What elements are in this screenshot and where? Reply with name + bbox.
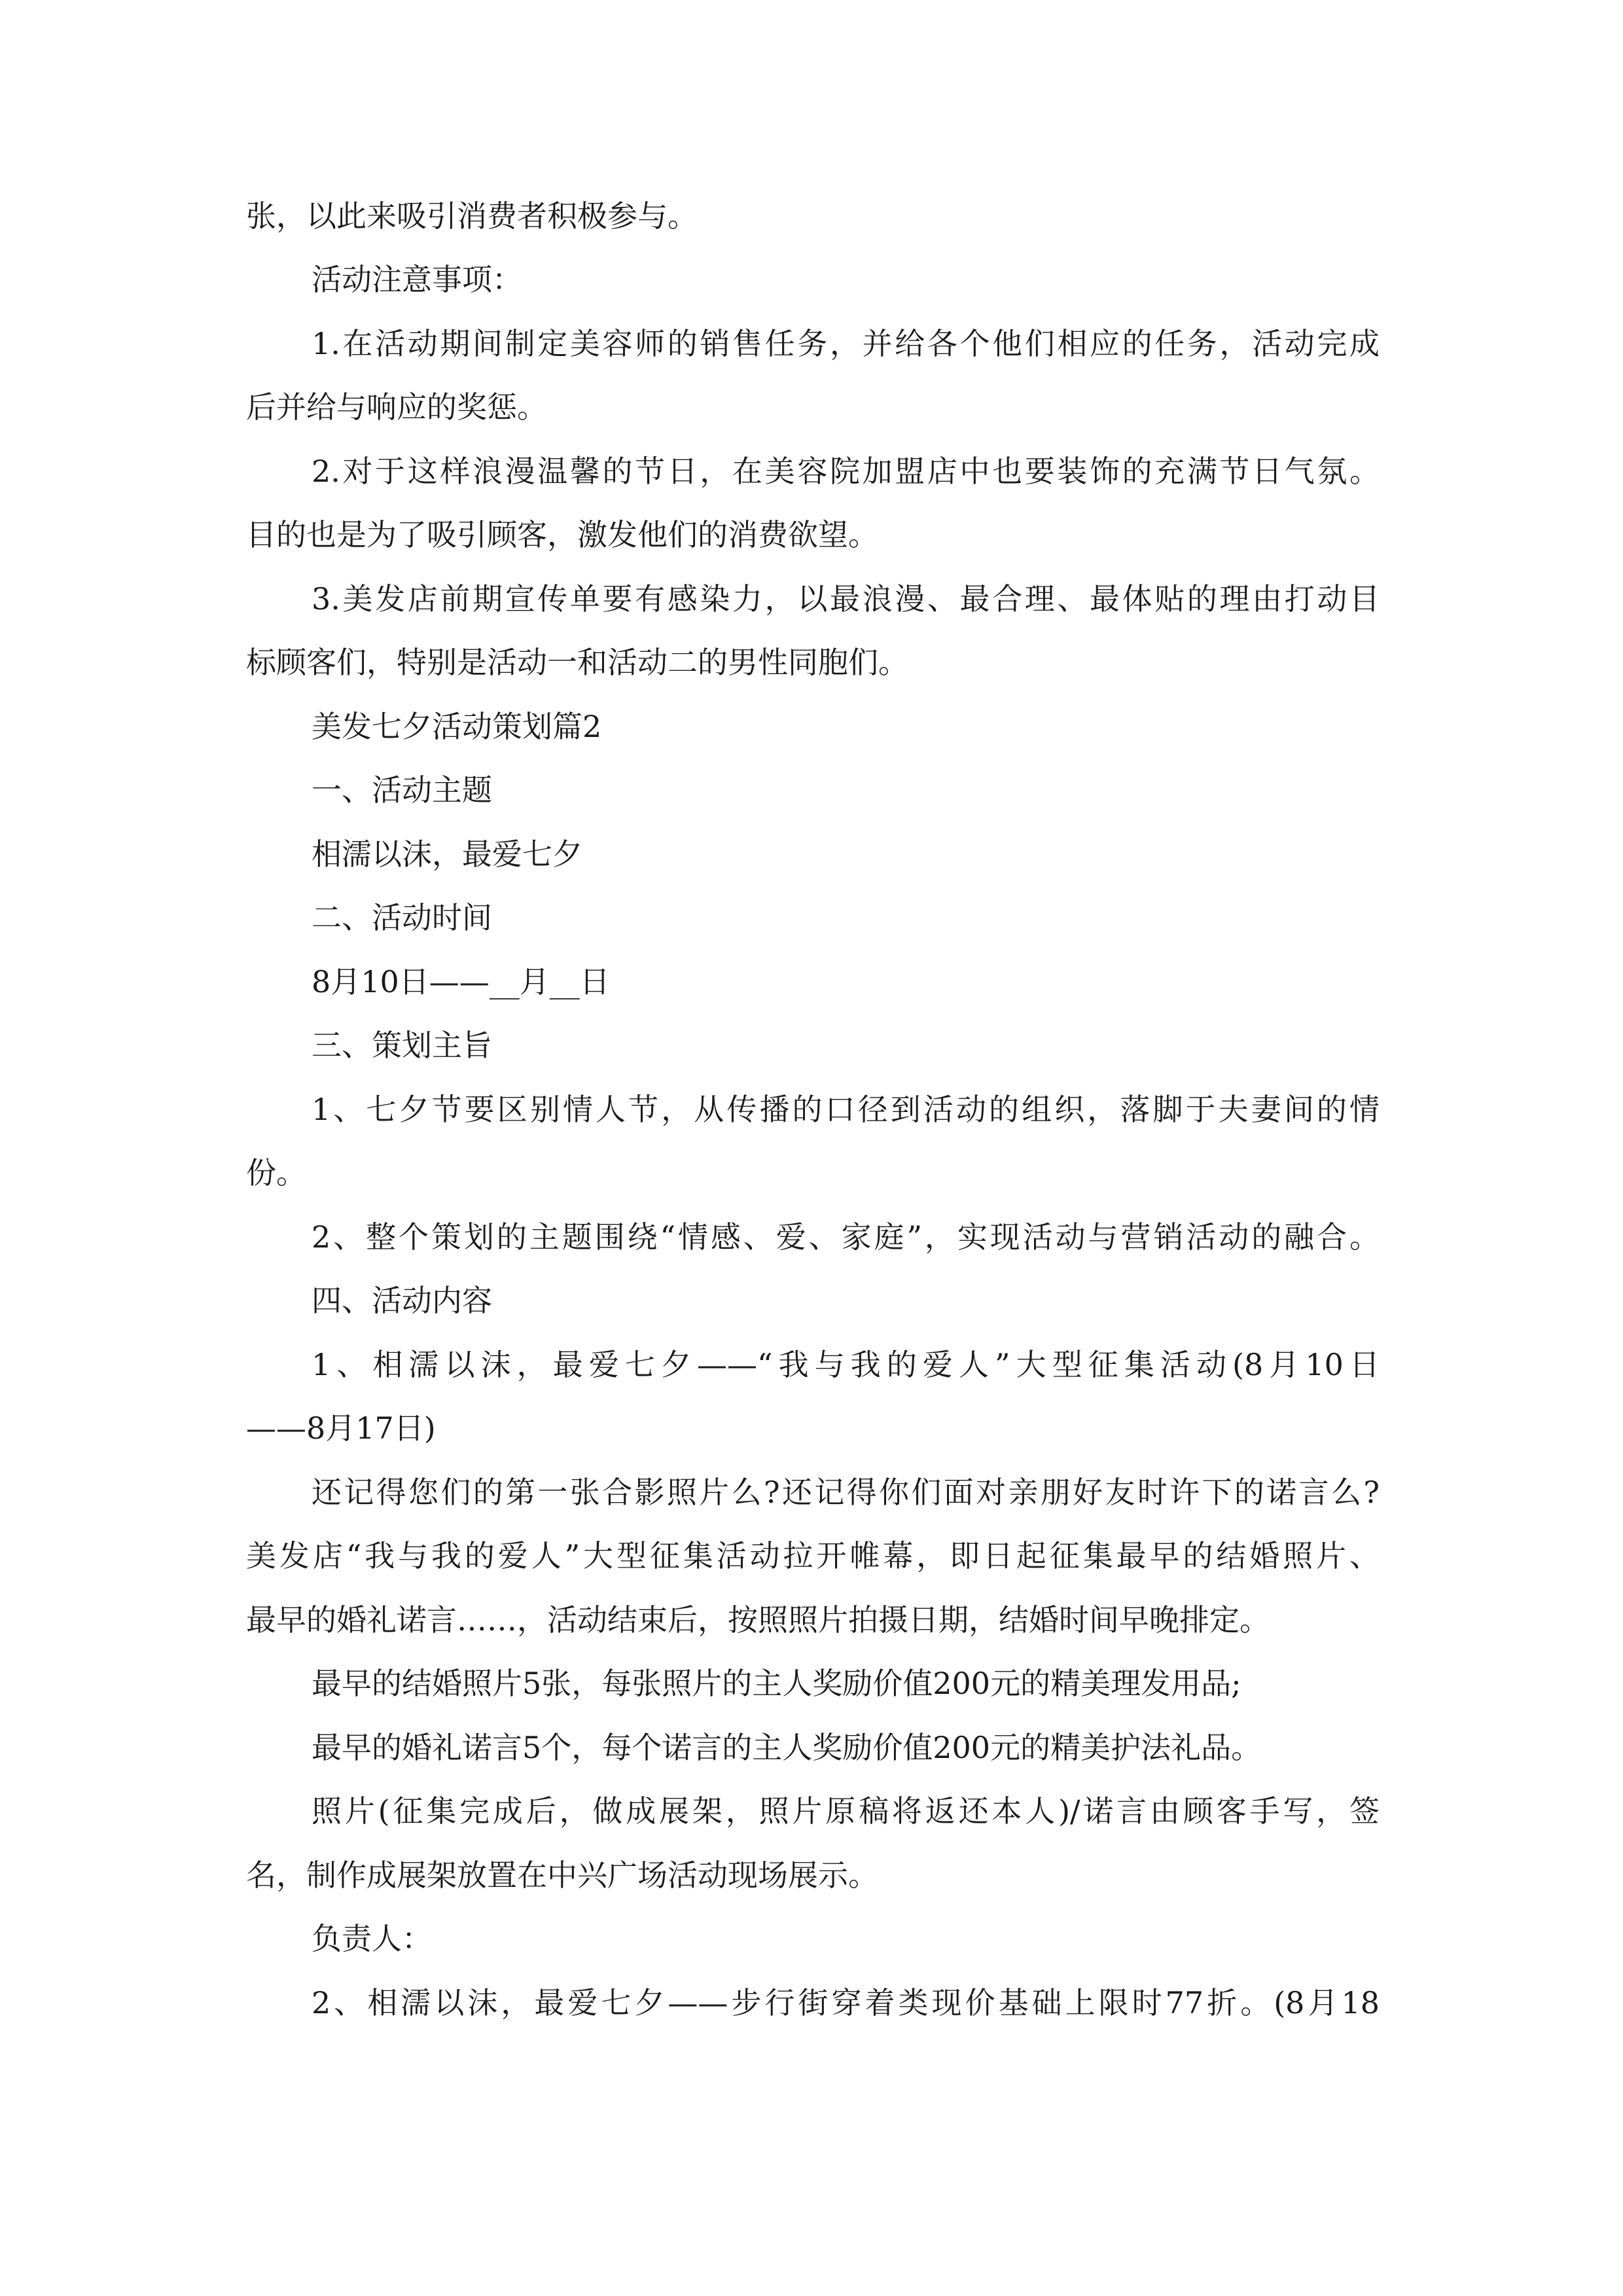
paragraph-line: 活动注意事项： bbox=[312, 262, 522, 297]
paragraph-line: 照片(征集完成后，做成展架，照片原稿将返还本人)/诺言由顾客手写，签 bbox=[312, 1793, 1380, 1829]
paragraph-line: 2、整个策划的主题围绕“情感、爱、家庭”，实现活动与营销活动的融合。 bbox=[312, 1219, 1380, 1255]
paragraph-line: ——8月17日) bbox=[246, 1410, 436, 1446]
paragraph-line: 2.对于这样浪漫温馨的节日，在美容院加盟店中也要装饰的充满节日气氛。 bbox=[312, 454, 1380, 489]
paragraph-line: 1、相濡以沫，最爱七夕——“我与我的爱人”大型征集活动(8月10日 bbox=[312, 1347, 1380, 1382]
paragraph-line: 张，以此来吸引消费者积极参与。 bbox=[246, 198, 698, 234]
paragraph-line: 最早的婚礼诺言……，活动结束后，按照照片拍摄日期，结婚时间早晚排定。 bbox=[246, 1602, 1270, 1638]
section-heading: 一、活动主题 bbox=[312, 772, 492, 808]
section-heading: 三、策划主旨 bbox=[312, 1028, 492, 1063]
paragraph-line: 名，制作成展架放置在中兴广场活动现场展示。 bbox=[246, 1857, 878, 1893]
paragraph-line: 相濡以沫，最爱七夕 bbox=[312, 836, 582, 872]
section-heading: 二、活动时间 bbox=[312, 900, 492, 935]
paragraph-line: 3.美发店前期宣传单要有感染力，以最浪漫、最合理、最体贴的理由打动目 bbox=[312, 581, 1380, 617]
paragraph-line: 最早的婚礼诺言5个，每个诺言的主人奖励价值200元的精美护法礼品。 bbox=[312, 1730, 1262, 1765]
paragraph-line: 标顾客们，特别是活动一和活动二的男性同胞们。 bbox=[246, 645, 908, 680]
paragraph-line: 美发店“我与我的爱人”大型征集活动拉开帷幕，即日起征集最早的结婚照片、 bbox=[246, 1538, 1380, 1573]
paragraph-line: 目的也是为了吸引顾客，激发他们的消费欲望。 bbox=[246, 517, 878, 552]
paragraph-line: 1.在活动期间制定美容师的销售任务，并给各个他们相应的任务，活动完成 bbox=[312, 326, 1380, 361]
paragraph-line: 负责人： bbox=[312, 1921, 432, 1956]
section-heading: 美发七夕活动策划篇2 bbox=[312, 709, 602, 744]
section-heading: 四、活动内容 bbox=[312, 1283, 492, 1318]
paragraph-line: 最早的结婚照片5张，每张照片的主人奖励价值200元的精美理发用品; bbox=[312, 1666, 1241, 1701]
paragraph-line: 还记得您们的第一张合影照片么?还记得你们面对亲朋好友时许下的诺言么? bbox=[312, 1475, 1380, 1510]
paragraph-line: 1、七夕节要区别情人节，从传播的口径到活动的组织，落脚于夫妻间的情 bbox=[312, 1092, 1380, 1127]
paragraph-line: 后并给与响应的奖惩。 bbox=[246, 389, 547, 425]
paragraph-line: 份。 bbox=[246, 1155, 306, 1191]
paragraph-line: 2、相濡以沫，最爱七夕——步行街穿着类现价基础上限时77折。(8月18 bbox=[312, 1985, 1380, 2020]
paragraph-line: 8月10日——__月__日 bbox=[312, 964, 610, 999]
